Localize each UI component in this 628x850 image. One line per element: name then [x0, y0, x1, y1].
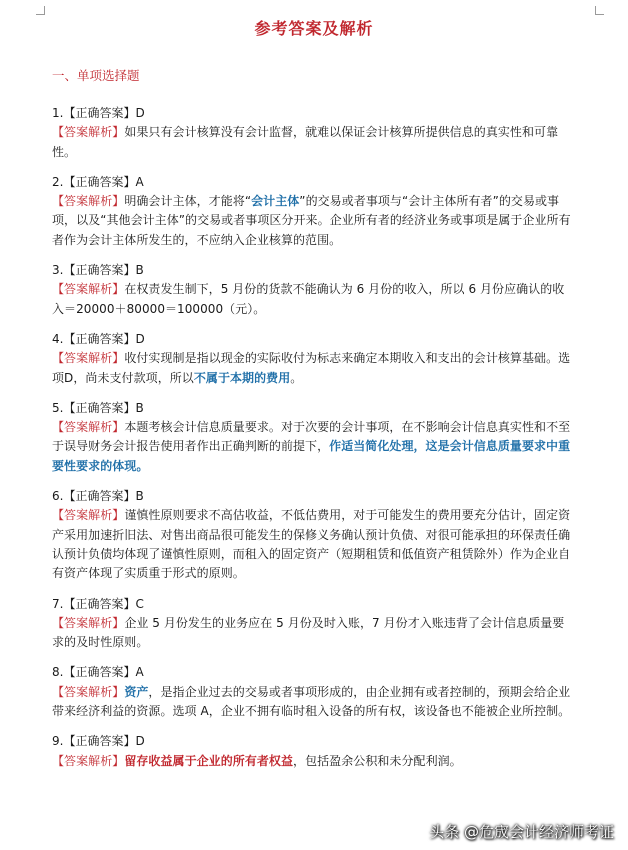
- question-number: 7.: [52, 596, 64, 611]
- explanation-label: 【答案解析】: [52, 351, 125, 366]
- explanation-text: [52, 349, 572, 388]
- correct-answer-label: 【正确答案】: [63, 174, 136, 189]
- question-number: 8.: [52, 665, 64, 680]
- correct-answer-line: [52, 663, 572, 682]
- explanation-label: 【答案解析】: [52, 125, 125, 140]
- question-number: 4.: [52, 331, 64, 346]
- explanation-segment: 在权责发生制下，5 月份的货款不能确认为 6 月份的收入，所以 6 月份应确认的收入＝20000＋80000＝100000（元）。: [52, 282, 565, 316]
- explanation-segment: 企业 5 月份发生的业务应在 5 月份及时入账，7 月份才入账违背了会计信息质量要求的及时性原则。: [52, 615, 565, 650]
- question-number: 3.: [52, 263, 64, 278]
- section-heading: 一、单项选择题: [52, 68, 140, 83]
- question-number: 1.: [52, 106, 64, 120]
- correct-answer-value: C: [135, 596, 144, 611]
- highlighted-text: 资产: [124, 684, 149, 699]
- correct-answer-label: 【正确答案】: [63, 263, 136, 278]
- explanation-label: 【答案解析】: [52, 282, 125, 297]
- correct-answer-line: [52, 399, 572, 418]
- correct-answer-label: 【正确答案】: [63, 734, 136, 749]
- answer-item: [52, 173, 572, 250]
- correct-answer-label: 【正确答案】: [63, 596, 136, 611]
- explanation-text: [52, 614, 572, 653]
- explanation-segment: ”的交易或者事项与“会计主体所有者”的交易或事项，以及“其他会计主体”的交易或者事项区分开来。企业所有者的经济业务或事项是属于企业所有者作为会计主体所发生的，不应纳入企业核算的范围。: [52, 194, 571, 247]
- correct-answer-value: B: [135, 263, 144, 278]
- explanation-label: 【答案解析】: [52, 684, 125, 699]
- page-corner-mark: [595, 6, 604, 15]
- page-title: 参考答案及解析: [254, 19, 374, 38]
- explanation-text: [52, 123, 572, 162]
- explanation-segment: 收付实现制是指以现金的实际收付为标志来确定本期收入和支出的会计核算基础。选项D，尚未支付款项，所以: [52, 351, 571, 385]
- correct-answer-label: 【正确答案】: [63, 400, 136, 415]
- correct-answer-line: [52, 261, 572, 280]
- question-number: 6.: [52, 489, 64, 504]
- correct-answer-value: B: [135, 400, 144, 415]
- highlighted-text: 作适当简化处理，这是会计信息质量要求中重要性要求的体现。: [52, 439, 571, 473]
- explanation-text: [52, 192, 572, 250]
- correct-answer-label: 【正确答案】: [63, 665, 136, 680]
- highlighted-text: 留存收益属于企业的所有者权益: [124, 753, 294, 768]
- watermark: 头条 @危宬会计经济师考证: [429, 823, 614, 841]
- answer-item: [52, 732, 572, 771]
- correct-answer-label: 【正确答案】: [63, 489, 136, 504]
- explanation-segment: ，是指企业过去的交易或者事项形成的，由企业拥有或者控制的，预期会给企业带来经济利益的资源。选项 A，企业不拥有临时租入设备的所有权，该设备也不能被企业所控制。: [52, 684, 571, 719]
- correct-answer-value: A: [135, 174, 144, 189]
- highlighted-text: 会计主体: [251, 194, 300, 209]
- explanation-text: [52, 280, 572, 319]
- explanation-label: 【答案解析】: [52, 508, 125, 523]
- explanation-text: [52, 683, 572, 722]
- explanation-text: [52, 752, 572, 771]
- question-number: 5.: [52, 400, 64, 415]
- question-number: 2.: [52, 174, 64, 189]
- question-list: [52, 104, 572, 782]
- answer-item: [52, 261, 572, 319]
- correct-answer-line: [52, 732, 572, 751]
- correct-answer-value: A: [135, 665, 144, 680]
- explanation-segment: 。: [290, 370, 303, 385]
- answer-item: [52, 104, 572, 162]
- explanation-segment: 本题考核会计信息质量要求。对于次要的会计事项，在不影响会计信息真实性和不至于误导财务会计报告使用者作出正确判断的前提下，: [52, 420, 571, 454]
- explanation-text: [52, 418, 572, 476]
- answer-item: [52, 663, 572, 721]
- correct-answer-value: B: [135, 489, 144, 504]
- correct-answer-label: 【正确答案】: [63, 106, 136, 120]
- highlighted-text: 不属于本期的费用: [193, 370, 291, 385]
- correct-answer-value: D: [135, 331, 145, 346]
- page-corner-mark: [36, 6, 45, 15]
- answer-item: [52, 595, 572, 653]
- answer-item: [52, 399, 572, 476]
- correct-answer-value: D: [135, 734, 145, 749]
- correct-answer-label: 【正确答案】: [63, 331, 136, 346]
- explanation-label: 【答案解析】: [52, 420, 125, 435]
- explanation-segment: 明确会计主体，才能将“: [124, 194, 252, 209]
- explanation-label: 【答案解析】: [52, 615, 125, 630]
- explanation-segment: 如果只有会计核算没有会计监督，就难以保证会计核算所提供信息的真实性和可靠性。: [52, 125, 559, 159]
- correct-answer-line: [52, 104, 572, 123]
- explanation-text: [52, 506, 572, 583]
- explanation-segment: ，包括盈余公积和未分配利润。: [293, 753, 462, 768]
- explanation-segment: 谨慎性原则要求不高估收益，不低估费用，对于可能发生的费用要充分估计，固定资产采用加速折旧法、对售出商品很可能发生的保修义务确认预计负债、对很可能承担的环保责任确认预计负债均体现了谨慎性原则，而租入的固定资产（短期租赁和低值资产租赁除外）作为企业自有资产体现了实质重于形式的原则。: [52, 508, 571, 581]
- explanation-label: 【答案解析】: [52, 753, 125, 768]
- correct-answer-line: [52, 595, 572, 614]
- answer-item: [52, 330, 572, 388]
- answer-item: [52, 487, 572, 583]
- correct-answer-line: [52, 330, 572, 349]
- correct-answer-value: D: [135, 106, 145, 120]
- question-number: 9.: [52, 734, 64, 749]
- correct-answer-line: [52, 487, 572, 506]
- correct-answer-line: [52, 173, 572, 192]
- explanation-label: 【答案解析】: [52, 194, 125, 209]
